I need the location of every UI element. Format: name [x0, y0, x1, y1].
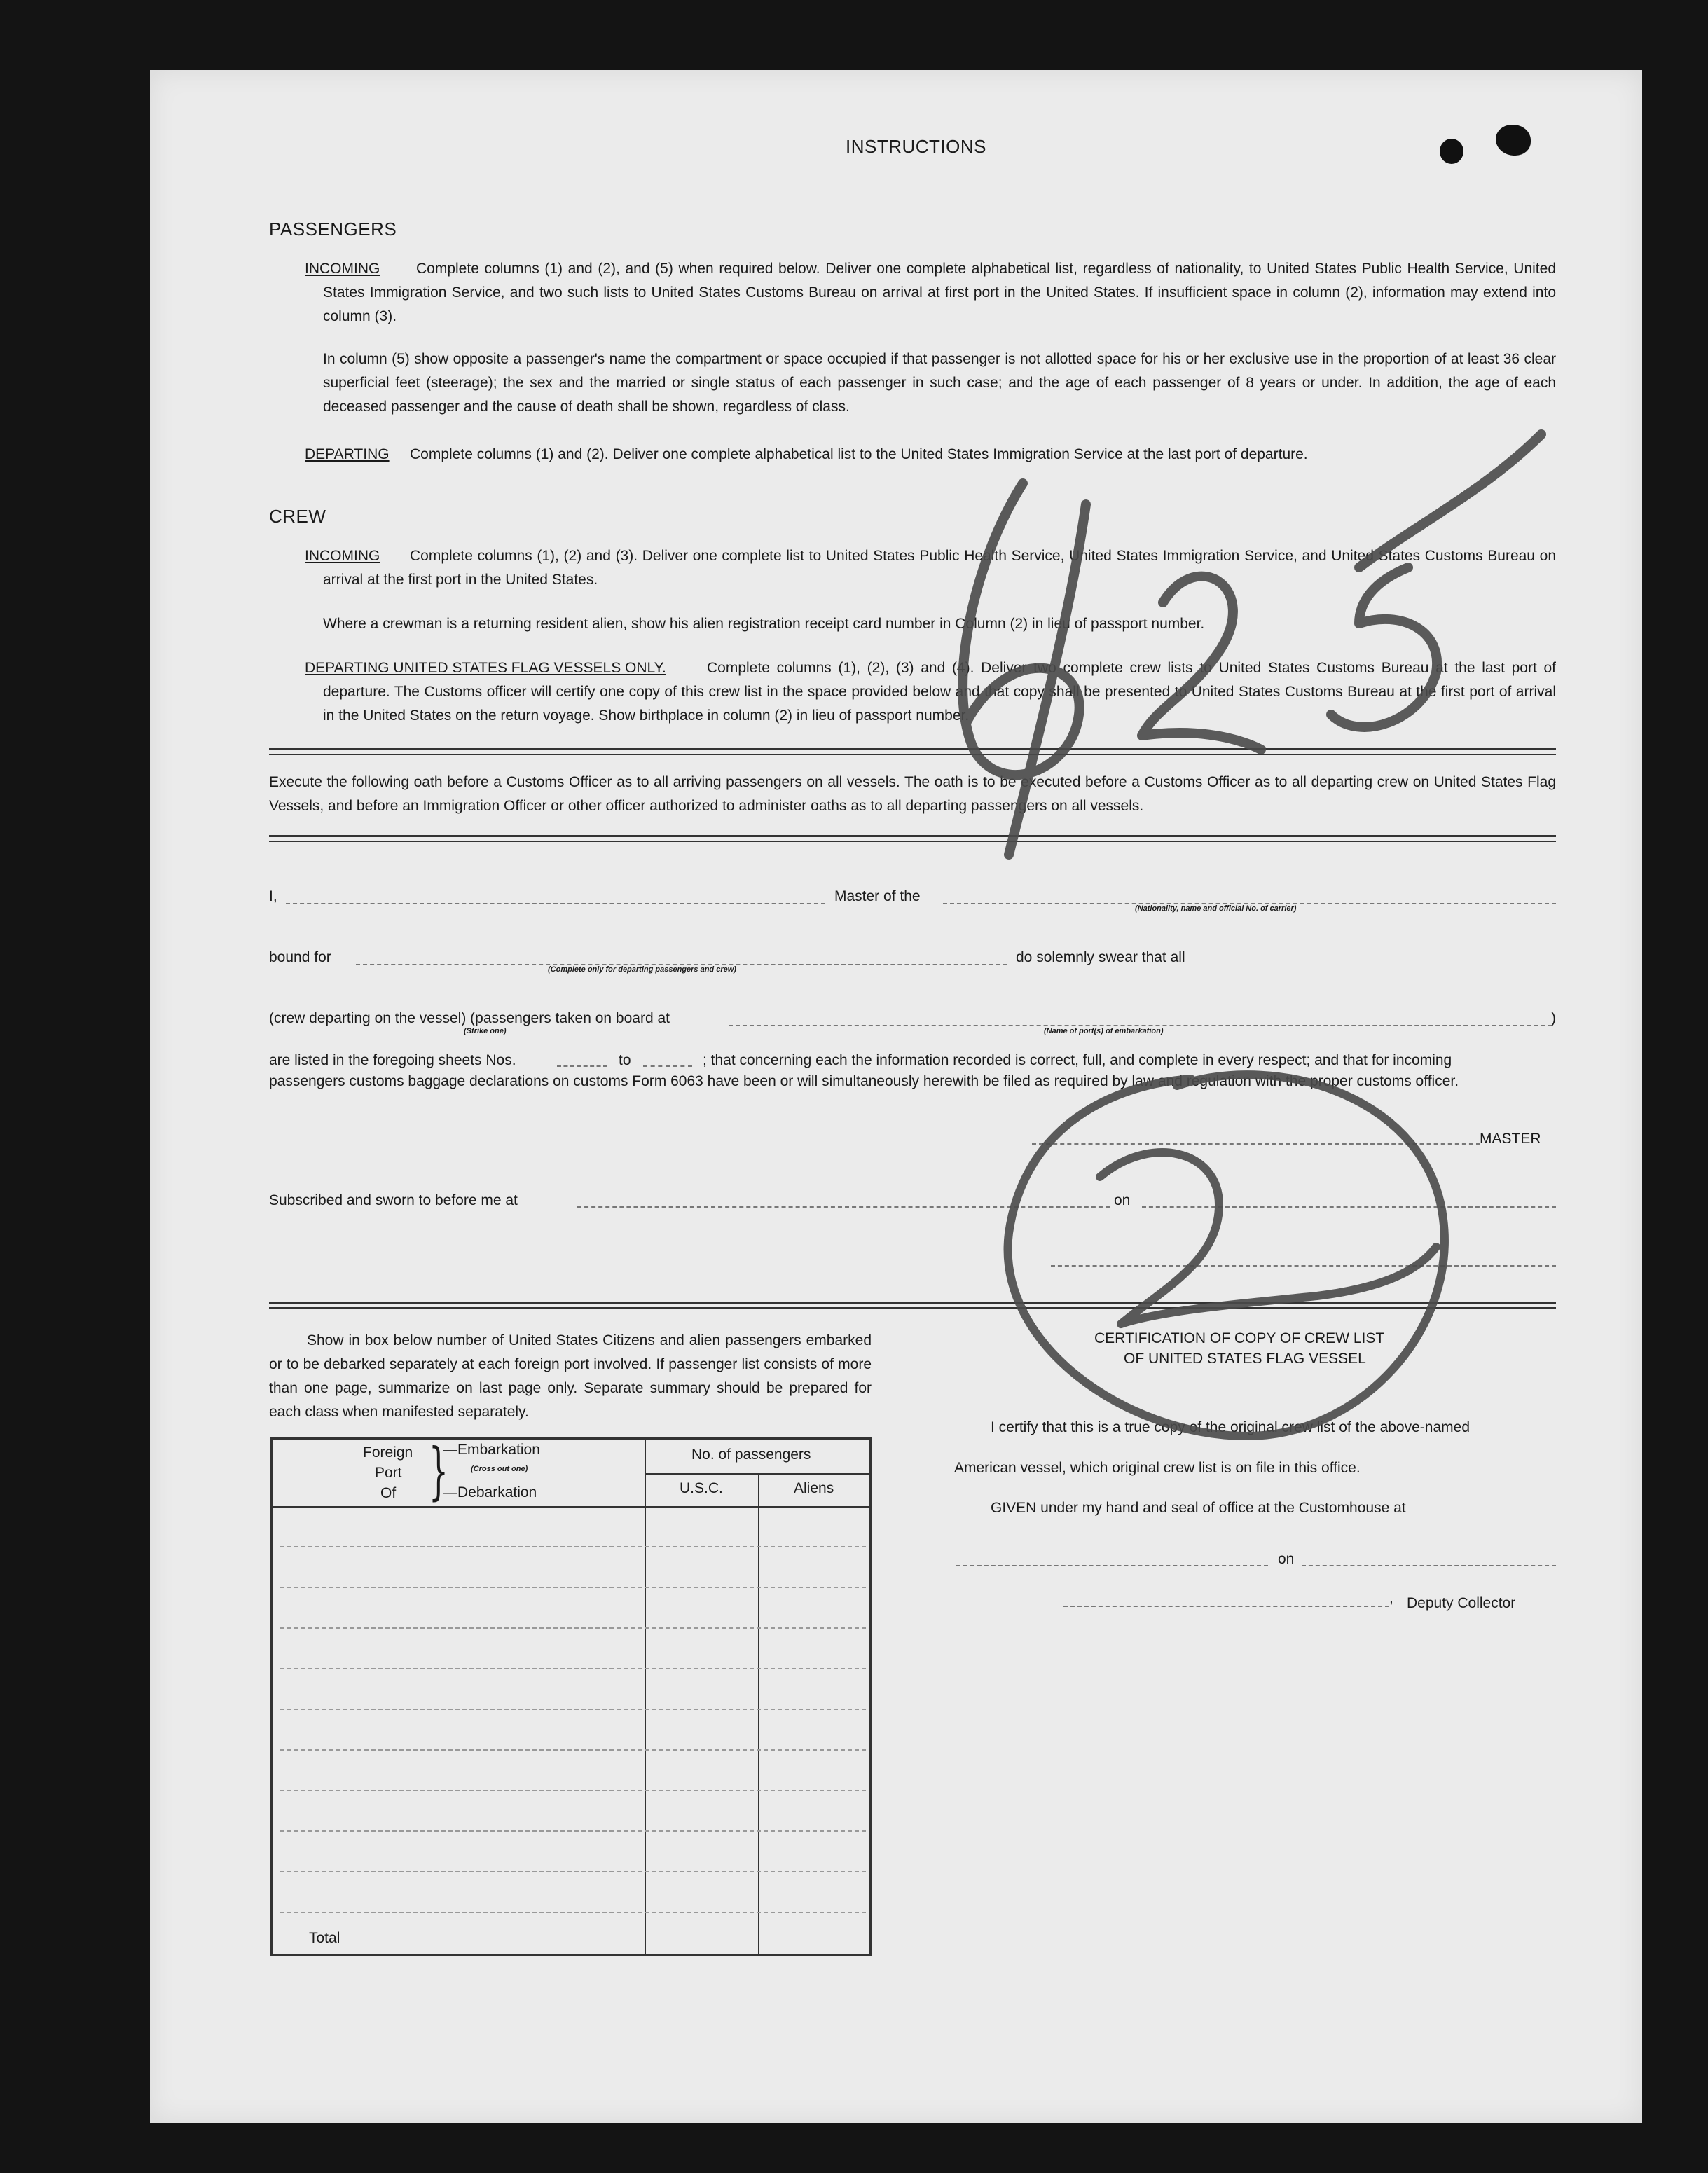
ports-caption: (Name of port(s) of embarkation): [1044, 1027, 1164, 1035]
page-title: INSTRUCTIONS: [846, 136, 986, 157]
crew-heading: CREW: [269, 506, 326, 527]
table-row[interactable]: [280, 1627, 866, 1629]
nationality-caption: (Nationality, name and official No. of carrier): [1135, 904, 1297, 913]
table-header-divider: [645, 1473, 872, 1475]
oath-note: Execute the following oath before a Customs Officer as to all arriving passengers on all vessels. The oath is to be executed before a Customs Officer as to all departing crew on United States Flag Vessels, and before an Immigration Officer or other officer authorized to administer oaths as to all departing passengers on all vessels.: [269, 774, 1556, 814]
table-row[interactable]: [280, 1587, 866, 1588]
table-row[interactable]: [280, 1912, 866, 1913]
deputy-signature-field[interactable]: [1063, 1606, 1389, 1607]
handwritten-number-625: [869, 420, 1576, 883]
passengers-incoming-text-1: Complete columns (1) and (2), and (5) when required below. Deliver one complete alphabetical list, regardless of nationality, to United States Public Health Service, United States Immigration Service, and two such lists to United States Customs Bureau on arrival at first port in the United States. If insufficient space in column (2), information may extend into column (3).: [323, 261, 1556, 324]
listed-text-rest: passengers customs baggage declarations on customs Form 6063 have been or will simultaneously herewith be filed as required by law and regulation with the proper customs officer.: [269, 1073, 1459, 1089]
passengers-departing-label: DEPARTING: [305, 446, 390, 462]
summary-instructions: Show in box below number of United States Citizens and alien passengers embarked or to be debarked separately at each foreign port involved. If passenger list consists of more than one page, summarize on last page only. Separate summary should be prepared for each class when manifested separately.: [269, 1332, 872, 1420]
certification-date-field[interactable]: [1302, 1565, 1556, 1566]
listed-to: to: [619, 1052, 631, 1068]
oath-i: I,: [269, 888, 277, 904]
sheet-from-field[interactable]: [557, 1065, 607, 1067]
table-row[interactable]: [280, 1790, 866, 1791]
certification-on: on: [1278, 1551, 1295, 1567]
listed-text-a: are listed in the foregoing sheets Nos.: [269, 1052, 516, 1068]
ink-spot: [1496, 125, 1531, 156]
certification-title-2: OF UNITED STATES FLAG VESSEL: [1124, 1351, 1366, 1367]
crew-incoming-text-1: Complete columns (1), (2) and (3). Deliver one complete list to United States Public Health Service, United States Immigration Service, and United States Customs Bureau on arrival at the first port in the United States.: [323, 548, 1556, 588]
table-column-divider: [645, 1437, 646, 1956]
complete-only-caption: (Complete only for departing passengers and crew): [548, 965, 736, 974]
bound-for-label: bound for: [269, 949, 331, 965]
listed-text-b: ; that concerning each the information recorded is correct, full, and complete in every respect; and that for incoming: [703, 1052, 1452, 1068]
usc-header: U.S.C.: [680, 1480, 723, 1496]
swear-text: do solemnly swear that all: [1016, 949, 1185, 965]
passengers-incoming-label: INCOMING: [305, 261, 380, 277]
crew-departing-text: Complete columns (1), (2), (3) and (4). Deliver two complete crew lists to United States Customs Bureau at the last port of departure. The Customs officer will certify one copy of this crew list in the space provided below and that copy shall be presented to United States Customs Bureau at the first port of arrival in the United States on the return voyage. Show birthplace in column (2) in lieu of passport number.: [323, 660, 1556, 724]
total-label: Total: [309, 1930, 340, 1946]
master-of-the-label: Master of the: [834, 888, 921, 904]
crew-incoming-text-2: Where a crewman is a returning resident alien, show his alien registration receipt card number in Column (2) in lieu of passport number.: [323, 616, 1205, 632]
embarkation-option[interactable]: —Embarkation: [443, 1442, 540, 1458]
table-row[interactable]: [280, 1668, 866, 1669]
deputy-collector-label: Deputy Collector: [1407, 1595, 1516, 1611]
crew-incoming-label: INCOMING: [305, 548, 380, 564]
certification-line-2: American vessel, which original crew list is on file in this office.: [954, 1460, 1361, 1476]
passengers-incoming-text-2: In column (5) show opposite a passenger's name the compartment or space occupied if that passenger is not allotted space for his or her exclusive use in the proportion of at least 36 clear superficial feet (steerage); the sex and the married or single status of each passenger in such case; and the age of each passenger of 8 years or under. In addition, the age of each deceased passenger and the cause of death shall be shown, regardless of class.: [323, 351, 1556, 415]
table-row[interactable]: [280, 1709, 866, 1710]
table-row[interactable]: [280, 1830, 866, 1832]
certification-comma: ,: [1389, 1590, 1393, 1606]
crew-departing-label: DEPARTING UNITED STATES FLAG VESSELS ONLY.: [305, 660, 666, 676]
customhouse-field[interactable]: [956, 1565, 1268, 1566]
master-label: MASTER: [1480, 1131, 1541, 1147]
no-of-passengers-header: No. of passengers: [691, 1447, 811, 1463]
master-name-field[interactable]: [286, 903, 825, 904]
certification-title-1: CERTIFICATION OF COPY OF CREW LIST: [1094, 1330, 1385, 1346]
of-label: Of: [380, 1485, 397, 1501]
crew-passengers-text: (crew departing on the vessel) (passengers taken on board at: [269, 1010, 670, 1026]
table-row[interactable]: [280, 1546, 866, 1547]
debarkation-option[interactable]: —Debarkation: [443, 1484, 537, 1501]
passengers-departing-text: Complete columns (1) and (2). Deliver one complete alphabetical list to the United States Immigration Service at the last port of departure.: [410, 446, 1308, 462]
certification-line-3: GIVEN under my hand and seal of office at the Customhouse at: [991, 1500, 1406, 1516]
brace-icon: }: [429, 1435, 448, 1507]
close-paren: ): [1551, 1010, 1556, 1026]
handwritten-circled-2: [981, 1016, 1485, 1464]
table-row[interactable]: [280, 1871, 866, 1872]
table-row[interactable]: [280, 1749, 866, 1751]
sheet-to-field[interactable]: [643, 1065, 692, 1067]
certification-line-1: I certify that this is a true copy of the original crew list of the above-named: [991, 1419, 1470, 1435]
cross-out-caption: (Cross out one): [471, 1465, 528, 1473]
port-label: Port: [375, 1465, 402, 1481]
passenger-summary-table: [270, 1437, 872, 1956]
subscribed-text: Subscribed and sworn to before me at: [269, 1192, 518, 1208]
strike-one-caption: (Strike one): [464, 1027, 507, 1035]
aliens-header: Aliens: [794, 1480, 834, 1496]
passengers-heading: PASSENGERS: [269, 219, 397, 240]
sworn-on: on: [1114, 1192, 1131, 1208]
ink-spot: [1440, 139, 1463, 164]
table-header-divider: [270, 1506, 872, 1508]
foreign-label: Foreign: [363, 1444, 413, 1461]
